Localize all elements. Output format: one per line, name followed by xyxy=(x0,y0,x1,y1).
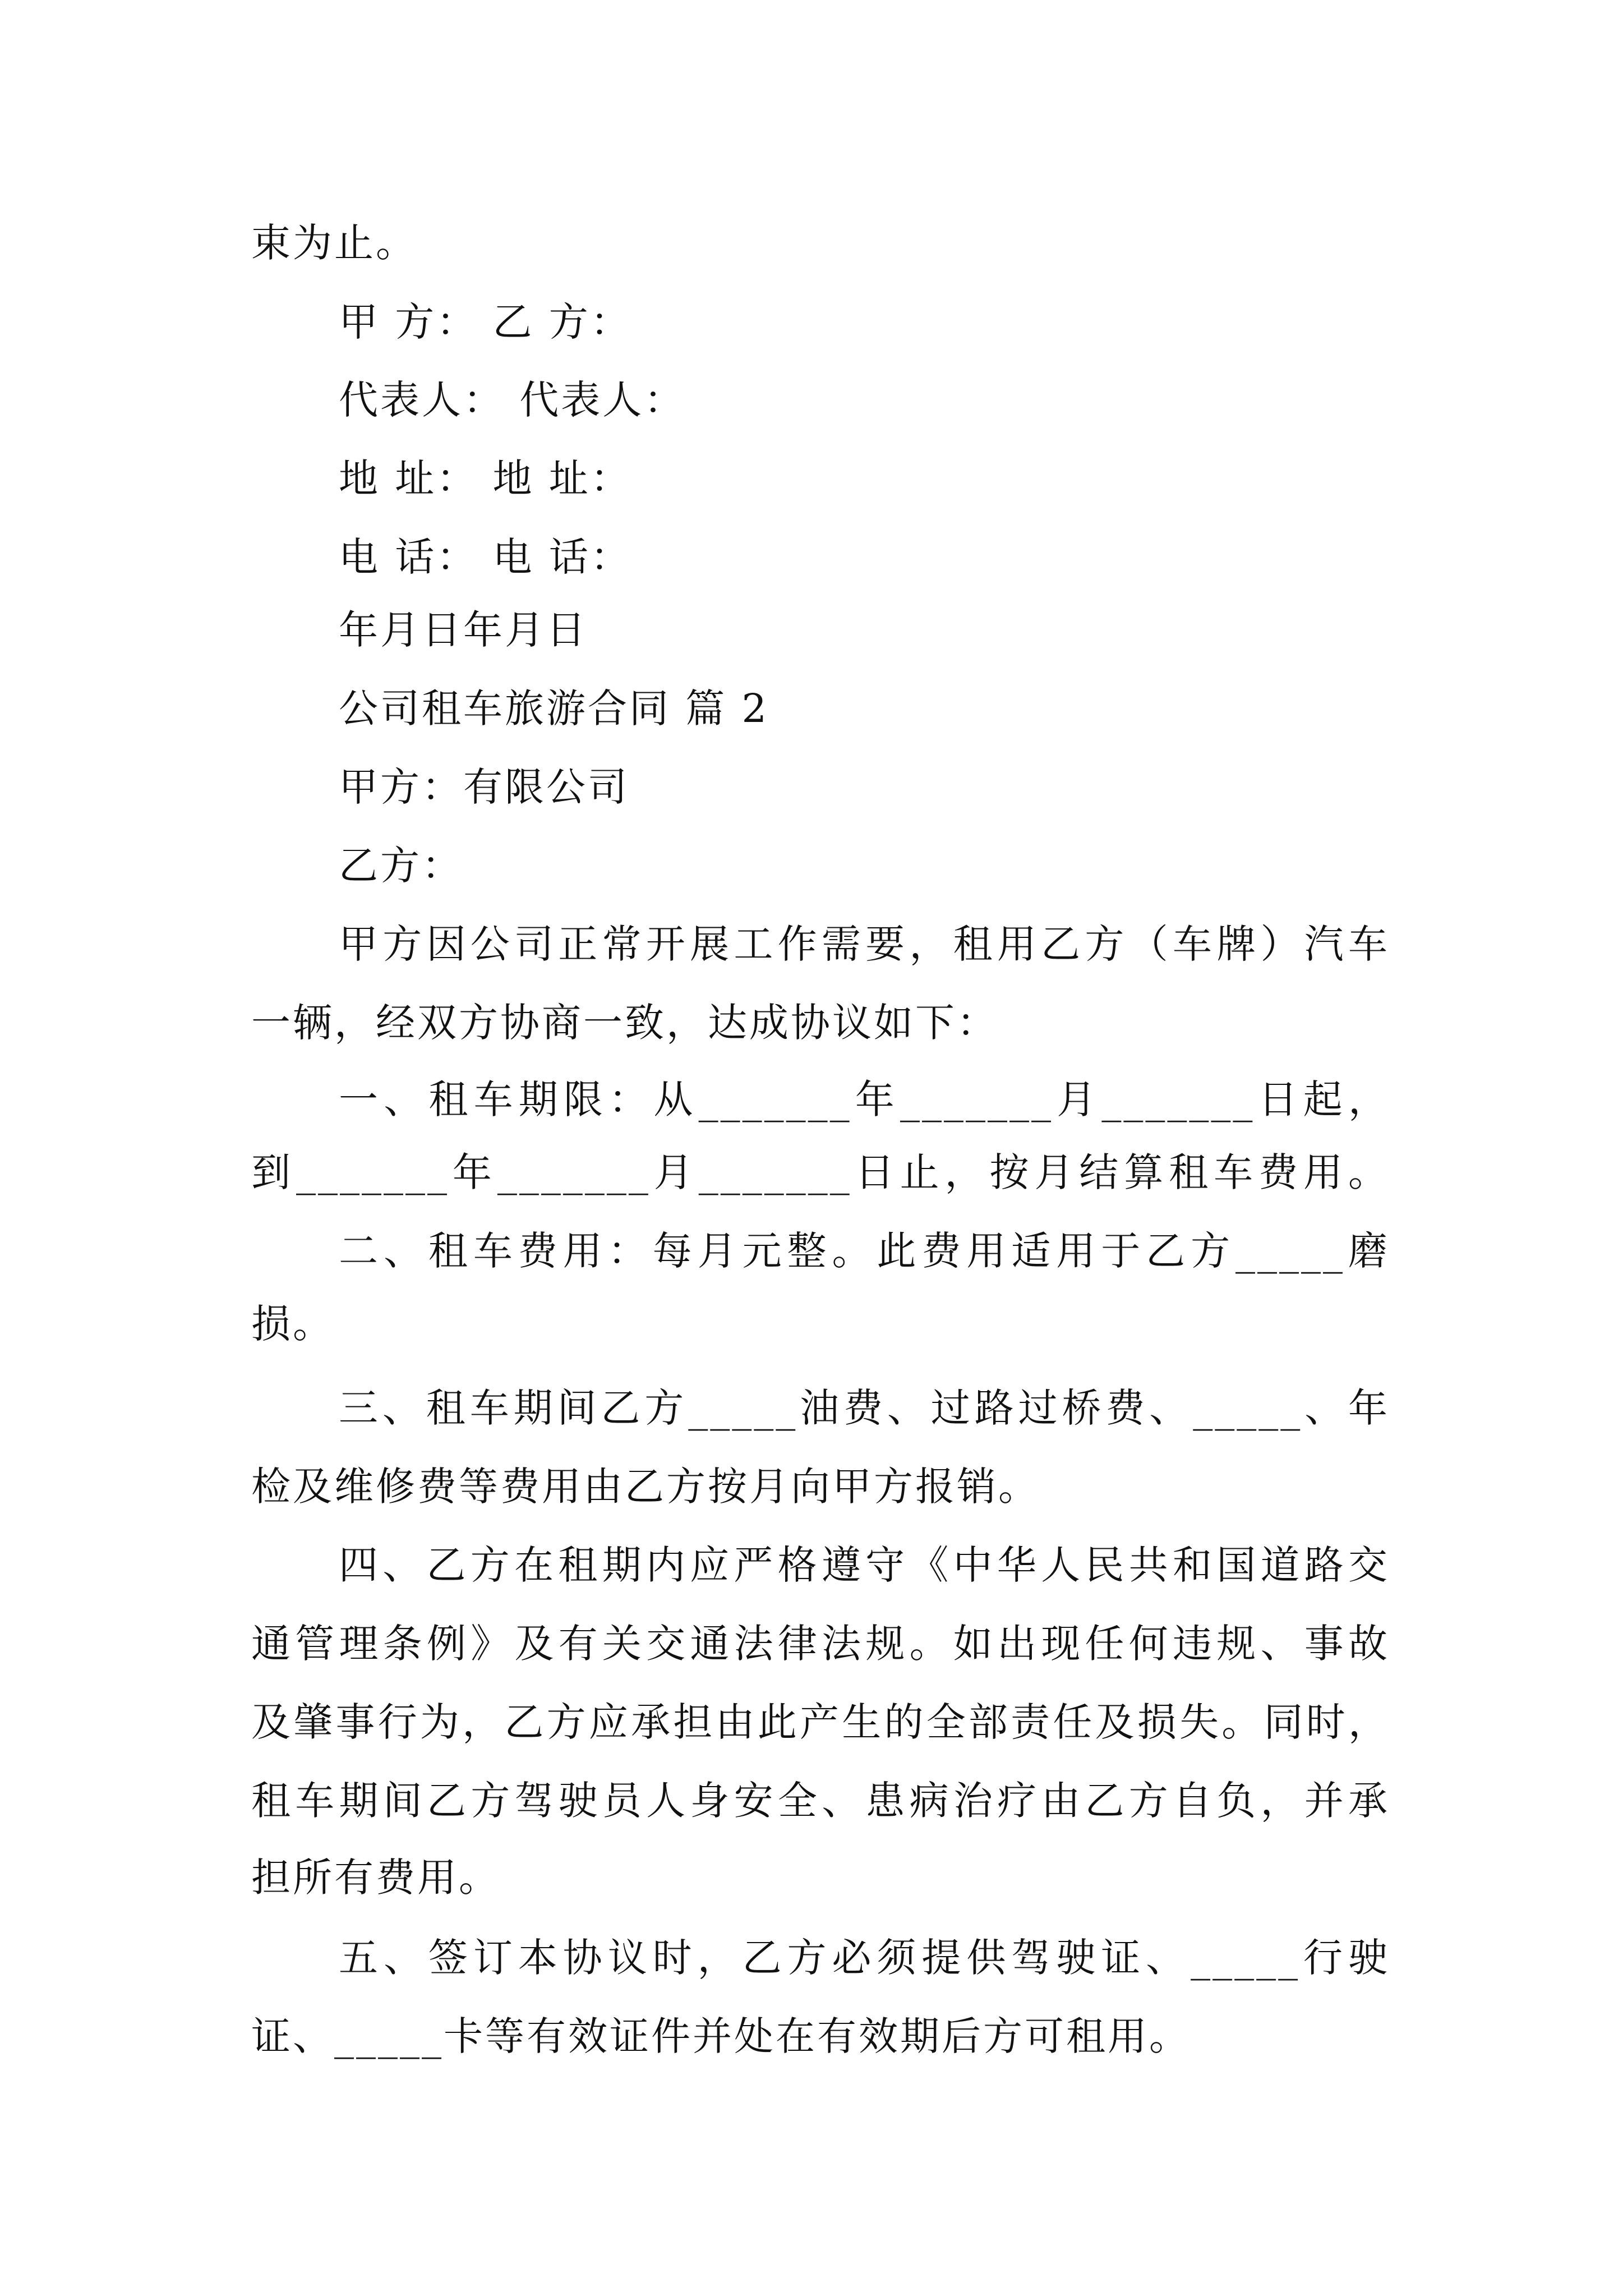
text-line: 乙方： xyxy=(339,843,463,889)
text-line: 担所有费用。 xyxy=(251,1855,500,1901)
text-line: 及肇事行为，乙方应承担由此产生的全部责任及损失。同时， xyxy=(251,1699,1390,1745)
section-heading: 公司租车旅游合同 篇 2 xyxy=(339,685,769,731)
text-line: 二、租车费用：每月元整。此费用适用于乙方_____磨 xyxy=(339,1228,1390,1274)
text-line: 四、乙方在租期内应严格遵守《中华人民共和国道路交 xyxy=(339,1542,1390,1588)
text-line: 租车期间乙方驾驶员人身安全、患病治疗由乙方自负，并承 xyxy=(251,1778,1390,1824)
text-line: 代表人： 代表人： xyxy=(339,377,686,423)
text-line: 证、_____卡等有效证件并处在有效期后方可租用。 xyxy=(251,2013,1191,2059)
text-line: 一辆，经双方协商一致，达成协议如下： xyxy=(251,1000,998,1046)
text-line: 通管理条例》及有关交通法律法规。如出现任何违规、事故 xyxy=(251,1621,1390,1667)
text-line: 地 址： 地 址： xyxy=(339,455,632,501)
text-line: 到_______年_______月_______日止，按月结算租车费用。 xyxy=(251,1149,1390,1195)
text-line: 甲方：有限公司 xyxy=(339,764,629,810)
text-line: 束为止。 xyxy=(251,220,417,266)
text-line: 电 话： 电 话： xyxy=(339,534,632,580)
text-line: 检及维修费等费用由乙方按月向甲方报销。 xyxy=(251,1464,1040,1510)
text-line: 五、签订本协议时，乙方必须提供驾驶证、_____行驶 xyxy=(339,1935,1390,1981)
text-line: 年月日年月日 xyxy=(339,607,588,653)
text-line: 甲 方： 乙 方： xyxy=(339,299,632,345)
text-line: 损。 xyxy=(251,1301,334,1347)
text-line: 三、租车期间乙方_____油费、过路过桥费、_____、年 xyxy=(339,1385,1390,1431)
text-line: 甲方因公司正常开展工作需要，租用乙方（车牌）汽车 xyxy=(339,921,1390,967)
text-line: 一、租车期限：从_______年_______月_______日起， xyxy=(339,1076,1390,1122)
